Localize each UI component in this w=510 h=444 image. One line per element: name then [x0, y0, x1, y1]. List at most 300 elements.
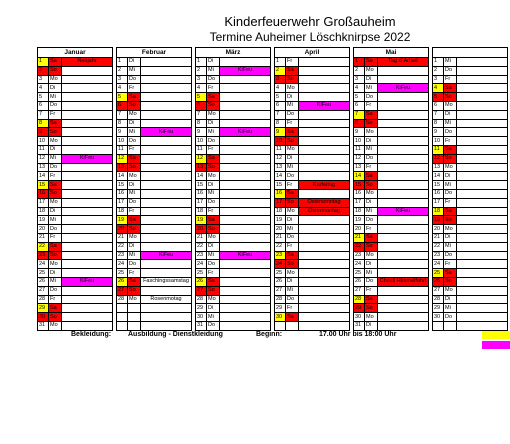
month-header: April — [275, 48, 350, 58]
day-number: 2 — [196, 66, 207, 75]
day-number: 19 — [354, 216, 365, 225]
weekday: Di — [444, 172, 457, 181]
event-cell — [62, 172, 113, 181]
day-number: 15 — [196, 181, 207, 190]
event-cell — [299, 154, 350, 163]
weekday: Fr — [365, 101, 378, 110]
weekday: Sa — [49, 181, 62, 190]
day-number: 3 — [433, 75, 444, 84]
day-number: 30 — [38, 313, 49, 322]
weekday: So — [365, 304, 378, 313]
event-cell — [299, 233, 350, 242]
day-number: 26 — [433, 277, 444, 286]
event-cell — [299, 119, 350, 128]
event-cell: Karfeitag — [299, 181, 350, 190]
day-number: 1 — [433, 58, 444, 67]
event-cell — [378, 66, 429, 75]
table-row — [38, 84, 508, 93]
day-number: 31 — [354, 321, 365, 330]
weekday: Sa — [286, 313, 299, 322]
day-number: 7 — [275, 110, 286, 119]
event-cell — [457, 137, 508, 146]
day-number: 14 — [38, 172, 49, 181]
day-number: 28 — [275, 295, 286, 304]
event-cell — [299, 277, 350, 286]
event-cell — [141, 93, 192, 102]
event-cell — [299, 242, 350, 251]
weekday — [128, 313, 141, 322]
month-header: Mai — [354, 48, 429, 58]
day-number: 29 — [433, 304, 444, 313]
event-cell — [457, 110, 508, 119]
table-row — [38, 172, 508, 181]
weekday: Fr — [286, 304, 299, 313]
event-cell — [457, 269, 508, 278]
event-cell — [378, 93, 429, 102]
table-row — [38, 163, 508, 172]
weekday: Di — [128, 181, 141, 190]
weekday: Mo — [207, 233, 220, 242]
weekday: Mi — [49, 277, 62, 286]
day-number: 1 — [196, 58, 207, 67]
weekday: Mo — [365, 313, 378, 322]
weekday: Di — [286, 277, 299, 286]
weekday: Sa — [444, 145, 457, 154]
day-number: 30 — [354, 313, 365, 322]
day-number: 22 — [38, 242, 49, 251]
weekday: So — [49, 128, 62, 137]
event-cell: KiFeu — [141, 128, 192, 137]
weekday: Mi — [128, 251, 141, 260]
calendar-table — [37, 47, 508, 331]
table-row — [38, 286, 508, 295]
event-cell — [220, 304, 271, 313]
event-cell — [457, 313, 508, 322]
weekday: Do — [365, 154, 378, 163]
weekday: Di — [207, 181, 220, 190]
day-number: 13 — [275, 163, 286, 172]
weekday: Mi — [365, 145, 378, 154]
day-number: 22 — [117, 242, 128, 251]
day-number: 30 — [275, 313, 286, 322]
day-number: 22 — [275, 242, 286, 251]
day-number: 7 — [433, 110, 444, 119]
event-cell — [62, 137, 113, 146]
event-cell — [378, 181, 429, 190]
weekday: Do — [207, 321, 220, 330]
event-cell — [220, 233, 271, 242]
table-row — [38, 145, 508, 154]
event-cell — [141, 216, 192, 225]
day-number: 14 — [196, 172, 207, 181]
table-row — [38, 128, 508, 137]
weekday: Di — [286, 154, 299, 163]
weekday: Mo — [128, 233, 141, 242]
day-number — [117, 321, 128, 330]
event-cell — [62, 260, 113, 269]
event-cell — [378, 251, 429, 260]
day-number: 18 — [354, 207, 365, 216]
month-header: Januar — [38, 48, 113, 58]
weekday: Mi — [365, 269, 378, 278]
day-number: 5 — [38, 93, 49, 102]
weekday: Mo — [444, 225, 457, 234]
event-cell — [378, 110, 429, 119]
day-number: 25 — [38, 269, 49, 278]
weekday: Sa — [365, 172, 378, 181]
weekday: Mo — [128, 295, 141, 304]
day-number: 14 — [433, 172, 444, 181]
event-cell — [220, 295, 271, 304]
event-cell — [457, 163, 508, 172]
weekday: Mi — [49, 154, 62, 163]
day-number: 29 — [354, 304, 365, 313]
day-number: 25 — [196, 269, 207, 278]
weekday: Mo — [128, 172, 141, 181]
event-cell — [62, 75, 113, 84]
day-number: 10 — [433, 137, 444, 146]
day-number: 11 — [354, 145, 365, 154]
event-cell — [62, 101, 113, 110]
day-number: 28 — [196, 295, 207, 304]
weekday: Di — [444, 233, 457, 242]
event-cell — [299, 128, 350, 137]
event-cell — [299, 295, 350, 304]
event-cell — [220, 216, 271, 225]
day-number: 24 — [354, 260, 365, 269]
day-number: 20 — [275, 225, 286, 234]
event-cell — [141, 172, 192, 181]
event-cell: KiFeu — [299, 101, 350, 110]
table-row — [38, 260, 508, 269]
weekday: Sa — [128, 93, 141, 102]
day-number: 2 — [117, 66, 128, 75]
table-row — [38, 242, 508, 251]
event-cell — [378, 233, 429, 242]
event-cell — [299, 84, 350, 93]
day-number: 11 — [117, 145, 128, 154]
day-number: 9 — [354, 128, 365, 137]
event-cell — [141, 260, 192, 269]
weekday: Do — [207, 75, 220, 84]
weekday: Do — [286, 172, 299, 181]
day-number: 7 — [117, 110, 128, 119]
event-cell: Ostermontag — [299, 207, 350, 216]
table-row — [38, 137, 508, 146]
event-cell: KiFeu — [220, 251, 271, 260]
day-number: 10 — [38, 137, 49, 146]
event-cell — [299, 216, 350, 225]
event-cell — [457, 277, 508, 286]
day-number: 17 — [275, 198, 286, 207]
start-value: 17.00 Uhr bis 18:00 Uhr — [319, 331, 397, 338]
day-number: 30 — [196, 313, 207, 322]
weekday: Fr — [444, 260, 457, 269]
event-cell — [378, 216, 429, 225]
weekday: Mo — [207, 110, 220, 119]
event-cell — [220, 84, 271, 93]
weekday: Do — [444, 189, 457, 198]
weekday: Mo — [128, 110, 141, 119]
weekday: So — [128, 225, 141, 234]
weekday: Di — [49, 84, 62, 93]
weekday: Mo — [49, 75, 62, 84]
table-row — [38, 154, 508, 163]
event-cell — [457, 93, 508, 102]
day-number: 6 — [117, 101, 128, 110]
event-cell — [62, 304, 113, 313]
event-cell: Ostersonntag — [299, 198, 350, 207]
event-cell: Christi Himmelfahrt — [378, 277, 429, 286]
event-cell — [457, 189, 508, 198]
day-number — [433, 321, 444, 330]
weekday: Do — [128, 75, 141, 84]
day-number: 31 — [196, 321, 207, 330]
day-number: 16 — [117, 189, 128, 198]
event-cell — [220, 145, 271, 154]
day-number: 7 — [354, 110, 365, 119]
day-number: 27 — [196, 286, 207, 295]
event-cell — [62, 321, 113, 330]
event-cell — [220, 242, 271, 251]
table-row — [38, 110, 508, 119]
weekday: So — [286, 137, 299, 146]
day-number: 6 — [275, 101, 286, 110]
table-row — [38, 295, 508, 304]
table-row — [38, 181, 508, 190]
day-number: 8 — [117, 119, 128, 128]
weekday: Do — [286, 110, 299, 119]
weekday: So — [444, 93, 457, 102]
weekday: Di — [365, 260, 378, 269]
event-cell — [457, 321, 508, 330]
weekday: Mi — [207, 128, 220, 137]
weekday: So — [365, 58, 378, 67]
day-number: 1 — [354, 58, 365, 67]
weekday: Do — [444, 66, 457, 75]
weekday: So — [444, 216, 457, 225]
weekday: Fr — [49, 110, 62, 119]
event-cell — [299, 251, 350, 260]
event-cell — [141, 198, 192, 207]
day-number: 4 — [433, 84, 444, 93]
weekday: Do — [286, 233, 299, 242]
day-number: 9 — [433, 128, 444, 137]
weekday: Sa — [128, 277, 141, 286]
event-cell — [62, 84, 113, 93]
weekday: Fr — [128, 207, 141, 216]
event-cell — [220, 286, 271, 295]
day-number: 16 — [196, 189, 207, 198]
day-number: 7 — [196, 110, 207, 119]
day-number: 27 — [354, 286, 365, 295]
event-cell — [62, 66, 113, 75]
event-cell — [62, 145, 113, 154]
weekday: So — [286, 260, 299, 269]
day-number: 9 — [117, 128, 128, 137]
event-cell: Tag d`Arbeit — [378, 58, 429, 67]
weekday: Di — [49, 207, 62, 216]
day-number: 3 — [275, 75, 286, 84]
day-number: 13 — [38, 163, 49, 172]
day-number: 8 — [433, 119, 444, 128]
weekday: Di — [286, 93, 299, 102]
table-row — [38, 189, 508, 198]
weekday: Sa — [49, 242, 62, 251]
event-cell — [141, 84, 192, 93]
event-cell — [457, 58, 508, 67]
event-cell — [378, 154, 429, 163]
event-cell — [62, 189, 113, 198]
weekday: Do — [365, 216, 378, 225]
page-title: Kinderfeuerwehr Großauheim — [224, 14, 396, 29]
table-row — [38, 269, 508, 278]
event-cell — [62, 269, 113, 278]
weekday: Mi — [365, 207, 378, 216]
event-cell — [457, 260, 508, 269]
weekday: Fr — [444, 198, 457, 207]
day-number: 23 — [433, 251, 444, 260]
day-number: 28 — [433, 295, 444, 304]
weekday: Do — [207, 260, 220, 269]
event-cell — [141, 189, 192, 198]
event-cell — [378, 225, 429, 234]
day-number: 11 — [275, 145, 286, 154]
day-number: 1 — [117, 58, 128, 67]
event-cell — [62, 181, 113, 190]
event-cell — [299, 66, 350, 75]
weekday: Mo — [49, 198, 62, 207]
day-number: 11 — [433, 145, 444, 154]
day-number: 17 — [354, 198, 365, 207]
day-number: 3 — [38, 75, 49, 84]
weekday: Fr — [128, 84, 141, 93]
weekday: Do — [207, 198, 220, 207]
weekday: So — [444, 154, 457, 163]
weekday: Mi — [207, 313, 220, 322]
event-cell — [378, 119, 429, 128]
day-number: 26 — [196, 277, 207, 286]
event-cell — [141, 242, 192, 251]
clothing-label: Bekleidung: — [71, 331, 112, 338]
day-number: 4 — [38, 84, 49, 93]
table-row — [38, 321, 508, 330]
day-number: 5 — [354, 93, 365, 102]
event-cell — [62, 233, 113, 242]
day-number: 26 — [275, 277, 286, 286]
event-cell — [141, 66, 192, 75]
day-number — [117, 304, 128, 313]
event-cell — [220, 110, 271, 119]
event-cell — [141, 58, 192, 67]
weekday: Di — [365, 198, 378, 207]
event-cell: KiFeu — [220, 66, 271, 75]
day-number: 16 — [354, 189, 365, 198]
day-number: 17 — [196, 198, 207, 207]
weekday: Sa — [286, 66, 299, 75]
event-cell — [457, 198, 508, 207]
event-cell — [457, 225, 508, 234]
event-cell — [220, 198, 271, 207]
day-number: 24 — [38, 260, 49, 269]
event-cell — [62, 295, 113, 304]
weekday — [128, 304, 141, 313]
day-number: 21 — [196, 233, 207, 242]
day-number: 29 — [196, 304, 207, 313]
day-number: 4 — [354, 84, 365, 93]
weekday: Fr — [286, 181, 299, 190]
day-number: 20 — [354, 225, 365, 234]
weekday: Sa — [286, 128, 299, 137]
event-cell: KiFeu — [378, 84, 429, 93]
day-number: 5 — [275, 93, 286, 102]
weekday: Di — [444, 110, 457, 119]
event-cell — [378, 321, 429, 330]
event-cell: Rosenmotag — [141, 295, 192, 304]
event-cell — [220, 172, 271, 181]
weekday: Do — [444, 251, 457, 260]
event-cell — [457, 233, 508, 242]
weekday: Fr — [49, 233, 62, 242]
day-number: 8 — [354, 119, 365, 128]
day-number: 21 — [117, 233, 128, 242]
event-cell — [141, 304, 192, 313]
day-number: 13 — [433, 163, 444, 172]
day-number: 17 — [38, 198, 49, 207]
weekday: Fr — [365, 225, 378, 234]
event-cell — [220, 119, 271, 128]
day-number: 4 — [196, 84, 207, 93]
weekday: Do — [49, 225, 62, 234]
event-cell — [299, 137, 350, 146]
event-cell — [141, 163, 192, 172]
weekday: Di — [49, 269, 62, 278]
weekday: Mi — [286, 163, 299, 172]
event-cell — [141, 207, 192, 216]
event-cell — [378, 304, 429, 313]
weekday: So — [286, 198, 299, 207]
weekday: Di — [128, 58, 141, 67]
day-number: 12 — [117, 154, 128, 163]
weekday: Sa — [365, 110, 378, 119]
event-cell — [378, 286, 429, 295]
day-number: 12 — [38, 154, 49, 163]
event-cell — [299, 163, 350, 172]
weekday: Mi — [286, 286, 299, 295]
day-number: 15 — [38, 181, 49, 190]
table-row — [38, 225, 508, 234]
event-cell — [141, 269, 192, 278]
weekday: Mi — [207, 251, 220, 260]
event-cell — [457, 216, 508, 225]
weekday — [128, 321, 141, 330]
day-number: 2 — [38, 66, 49, 75]
event-cell — [378, 172, 429, 181]
weekday: So — [49, 251, 62, 260]
weekday: Mo — [286, 207, 299, 216]
weekday: Do — [365, 93, 378, 102]
day-number: 19 — [196, 216, 207, 225]
weekday: Mi — [207, 189, 220, 198]
event-cell — [141, 154, 192, 163]
weekday: Mi — [49, 216, 62, 225]
day-number: 5 — [117, 93, 128, 102]
month-header — [433, 48, 508, 58]
weekday: So — [207, 286, 220, 295]
weekday: Mo — [365, 66, 378, 75]
weekday: Sa — [207, 277, 220, 286]
table-row — [38, 251, 508, 260]
